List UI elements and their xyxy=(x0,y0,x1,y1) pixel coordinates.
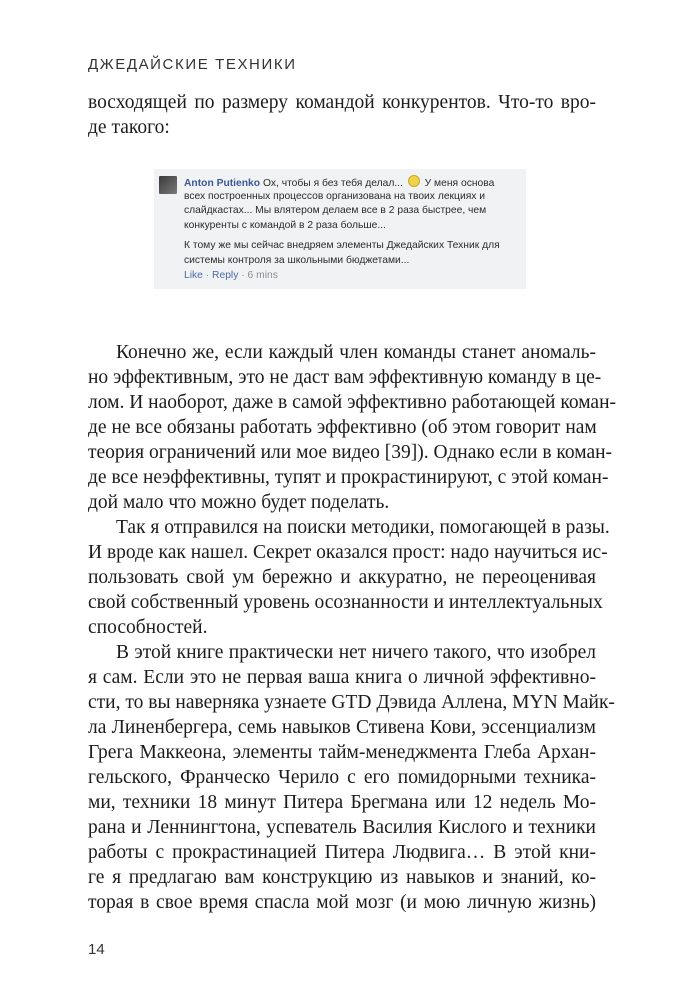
separator: · xyxy=(202,269,213,281)
comment-line: системы контроля за школьными бюджетами... xyxy=(184,254,410,266)
body-line: теория ограничений или мое видео [39]). Однако если в коман- xyxy=(88,442,613,463)
body-line: де не все обязаны работать эффективно (об этом говорит нам xyxy=(88,417,597,438)
comment-text: У меня основа xyxy=(424,178,495,189)
body-line: работы с прокрастинацией Питера Людвига… В этой кни- xyxy=(88,842,596,863)
comment-time: 6 mins xyxy=(247,269,278,281)
body-line: де такого: xyxy=(88,117,170,138)
body-line: я сам. Если это не первая ваша книга о личной эффективно- xyxy=(88,667,596,688)
body-line: гельского, Франческо Черило с его помидорными техника- xyxy=(88,767,596,788)
comment-actions xyxy=(184,269,522,284)
comment-author: Anton Putienko xyxy=(184,178,261,189)
comment-line: конкуренты с командой в 2 раза больше... xyxy=(184,219,386,231)
comment-line: всех построенных процессов организована на твоих лекциях и xyxy=(184,190,486,202)
body-line: пользовать свой ум бережно и аккуратно, не переоценивая xyxy=(88,567,596,588)
body-line: сти, то вы наверняка узнаете GTD Дэвида Аллена, MYN Майк- xyxy=(88,692,615,713)
body-line: способностей. xyxy=(88,617,208,638)
body-line: восходящей по размеру командой конкурентов. Что-то вро- xyxy=(88,92,596,113)
body-line: торая в свое время спасла мой мозг (и мою личную жизнь) xyxy=(88,892,596,913)
body-line: де все неэффективны, тупят и прокрастинируют, с этой коман- xyxy=(88,467,609,488)
body-line: Конечно же, если каждый член команды станет аномаль- xyxy=(116,342,596,363)
body-line: Грега Маккеона, элементы тайм-менеджмента Глеба Архан- xyxy=(88,742,596,763)
comment-line: слайдкастах... Мы влятером делаем все в 2 раза быстрее, чем xyxy=(184,205,487,217)
body-line: ге я предлагаю вам конструкцию из навыков и знаний, ко- xyxy=(88,867,596,888)
body-line: рана и Леннингтона, успеватель Василия Кислого и техники xyxy=(88,817,596,838)
comment-screenshot xyxy=(154,169,526,289)
body-line: В этой книге практически нет ничего такого, что изобрел xyxy=(116,642,596,663)
comment-body xyxy=(184,175,522,283)
body-line: лом. И наоборот, даже в самой эффективно работающей коман- xyxy=(88,392,617,413)
separator: · xyxy=(238,269,248,281)
smiley-icon xyxy=(408,175,420,187)
reply-link: Reply xyxy=(212,269,239,281)
body-line: свой собственный уровень осознанности и интеллектуальных xyxy=(88,592,603,613)
like-link: Like xyxy=(184,269,203,281)
body-line: И вроде как нашел. Секрет оказался прост: надо научиться ис- xyxy=(88,542,608,563)
avatar xyxy=(159,176,177,194)
body-line: Так я отправился на поиски методики, помогающей в разы. xyxy=(116,517,610,538)
comment-text: Ох, чтобы я без тебя делал... xyxy=(262,178,403,189)
body-line: ми, техники 18 минут Питера Брегмана или 12 недель Мо- xyxy=(88,792,596,813)
body-line: ла Линенбергера, семь навыков Стивена Кови, эссенциализм xyxy=(88,717,596,738)
comment-line: К тому же мы сейчас внедряем элементы Джедайских Техник для xyxy=(184,240,500,252)
body-line: дой мало что можно будет поделать. xyxy=(88,492,390,513)
page-number: 14 xyxy=(88,941,105,958)
running-head: ДЖЕДАЙСКИЕ ТЕХНИКИ xyxy=(88,56,297,73)
body-line: но эффективным, это не даст вам эффективную команду в це- xyxy=(88,367,602,388)
